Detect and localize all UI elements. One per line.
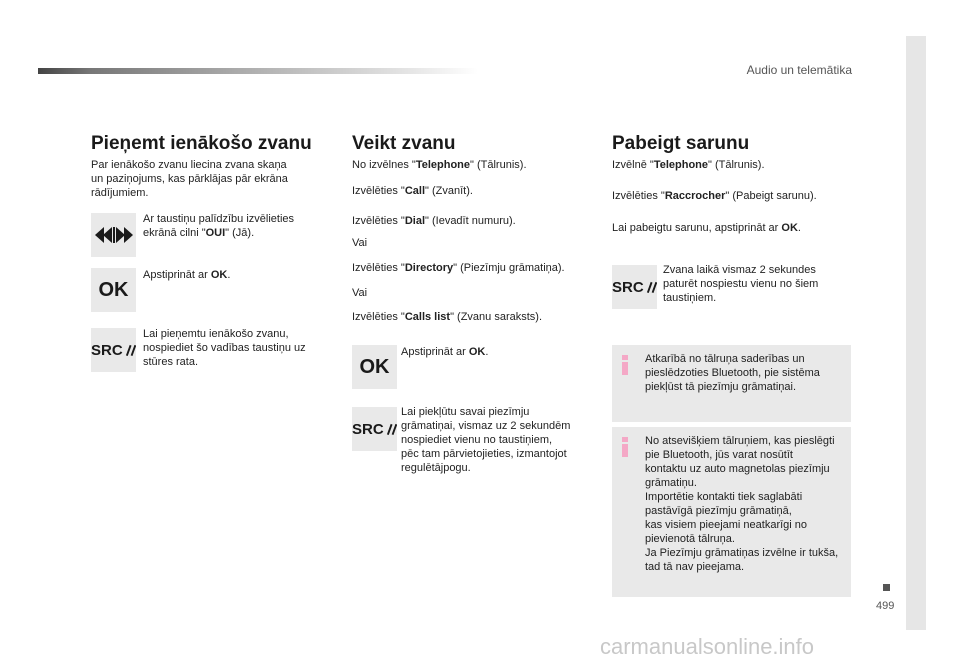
end-call-menu: Izvēlnē "Telephone" (Tālrunis). — [612, 159, 765, 171]
phone-slash-icon — [644, 280, 657, 294]
page-marker — [883, 584, 890, 591]
make-call-call: Izvēlēties "Call" (Zvanīt). — [352, 185, 473, 197]
make-call-confirm: Apstiprināt ar OK. — [401, 346, 489, 358]
src-phone-button-icon: SRC — [612, 265, 657, 309]
end-call-hangup: Izvēlēties "Raccrocher" (Pabeigt sarunu). — [612, 190, 817, 202]
or-text: Vai — [352, 287, 368, 299]
section-end-call — [612, 133, 749, 155]
section-title: Pabeigt sarunu — [612, 133, 750, 154]
info-icon — [622, 437, 628, 457]
section-title: Veikt zvanu — [352, 133, 456, 154]
chapter-title: Audio un telemātika — [746, 63, 852, 77]
ok-button-icon: OK — [91, 268, 136, 312]
make-call-directory: Izvēlēties "Directory" (Piezīmju grāmatiņa). — [352, 262, 565, 274]
phone-slash-icon — [123, 343, 136, 357]
phone-slash-icon — [384, 422, 397, 436]
make-call-menu: No izvēlnes "Telephone" (Tālrunis). — [352, 159, 527, 171]
ok-button-icon: OK — [352, 345, 397, 389]
arrow-keys-icon — [91, 213, 136, 257]
or-text: Vai — [352, 237, 368, 249]
make-call-dial: Izvēlēties "Dial" (Ievadīt numuru). — [352, 215, 516, 227]
page-number: 499 — [876, 600, 895, 612]
answer-step-confirm: Apstiprināt ar OK. — [143, 269, 231, 281]
src-phone-button-icon: SRC — [352, 407, 397, 451]
make-call-directory-access: Lai piekļūtu savai piezīmju grāmatiņai, vismaz uz 2 sekundēm nospiediet vienu no taustiņiem, pēc tam pārvietojieties, izmantojot regulētājpogu. — [401, 406, 571, 474]
header-gradient-bar — [38, 68, 478, 74]
end-call-confirm: Lai pabeigtu sarunu, apstiprināt ar OK. — [612, 222, 801, 234]
section-answer-call — [91, 133, 312, 155]
info-note-contacts: No atsevišķiem tālruņiem, kas pieslēgti pie Bluetooth, jūs varat nosūtīt kontaktu uz auto magnetolas piezīmju grāmatiņu. Importētie kontakti tiek saglabāti pastāvīgā piezīmju grāmatiņā, kas visiem pieejami neatkarīgi no pievienotā tālruņa. Ja Piezīmju grāmatiņas izvēlne ir tukša, tad tā nav pieejama. — [612, 427, 851, 597]
answer-step-steering: Lai pieņemtu ienākošo zvanu, nospiediet šo vadības taustiņu uz stūres rata. — [143, 328, 306, 368]
answer-step-select: Ar taustiņu palīdzību izvēlieties ekrānā cilni "OUI" (Jā). — [143, 213, 295, 239]
answer-intro: Par ienākošo zvanu liecina zvana skaņa un paziņojums, kas pārklājas pār ekrāna rādījumiem. — [91, 159, 288, 199]
src-phone-button-icon: SRC — [91, 328, 136, 372]
make-call-calls-list: Izvēlēties "Calls list" (Zvanu saraksts). — [352, 311, 543, 323]
info-icon — [622, 355, 628, 375]
section-title: Pieņemt ienākošo zvanu — [91, 133, 312, 154]
page-side-strip — [906, 36, 926, 630]
left-right-arrows-icon — [94, 226, 134, 244]
section-make-call — [352, 133, 456, 155]
watermark: carmanualsonline.info — [600, 634, 815, 659]
info-note-compatibility: Atkarībā no tālruņa saderības un pieslēdzoties Bluetooth, pie sistēma piekļūst tā piezīmju grāmatiņai. — [612, 345, 851, 422]
end-call-hold-key: Zvana laikā vismaz 2 sekundes paturēt nospiestu vienu no šiem taustiņiem. — [663, 264, 819, 304]
